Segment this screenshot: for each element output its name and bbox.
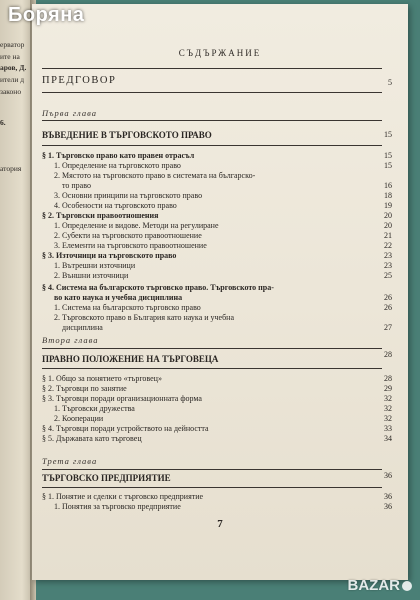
toc-page: 18: [384, 191, 392, 200]
toc-page: 32: [384, 394, 392, 403]
toc-entry: § 3. Източници на търговското право: [42, 251, 177, 260]
toc-page: 26: [384, 303, 392, 312]
toc-entry: § 2. Търговски правоотношения: [42, 211, 159, 220]
left-page-fragment: ерватор: [0, 40, 25, 49]
toc-entry: 1. Определение и видове. Методи на регулиране: [54, 221, 219, 230]
left-page-fragment: ите на: [0, 52, 20, 61]
toc-page: 15: [384, 151, 392, 160]
toc-entry: § 3. Търговци поради организационната форма: [42, 394, 202, 403]
toc-entry: § 5. Държавата като търговец: [42, 434, 142, 443]
toc-entry: 2. Външни източници: [54, 271, 129, 280]
divider: [42, 92, 382, 93]
toc-entry: § 2. Търговци по занятие: [42, 384, 127, 393]
toc-entry: 2. Мястото на търговското право в системата на българско-: [54, 171, 256, 180]
seller-watermark: Боряна: [8, 4, 85, 26]
toc-entry: дисциплина: [62, 323, 103, 332]
toc-page: 23: [384, 261, 392, 270]
divider: [42, 469, 382, 470]
logo-dot-icon: [402, 581, 412, 591]
toc-entry: 4. Особености на търговското право: [54, 201, 177, 210]
divider: [42, 487, 382, 488]
toc-page: 16: [384, 181, 392, 190]
toc-page: 20: [384, 221, 392, 230]
toc-page: 22: [384, 241, 392, 250]
chapter-label: Първа глава: [42, 108, 97, 118]
contents-page: [32, 4, 408, 580]
chapter-title: ПРАВНО ПОЛОЖЕНИЕ НА ТЪРГОВЕЦА: [42, 354, 219, 364]
divider: [42, 145, 382, 146]
chapter-page: 15: [384, 130, 392, 139]
chapter-title: ВЪВЕДЕНИЕ В ТЪРГОВСКОТО ПРАВО: [42, 130, 212, 140]
chapter-label: Трета глава: [42, 456, 98, 466]
chapter-page: 28: [384, 350, 392, 359]
toc-entry: 1. Определение на търговското право: [54, 161, 181, 170]
left-page-fragment: атория: [0, 164, 22, 173]
toc-page: 32: [384, 414, 392, 423]
chapter-label: Втора глава: [42, 335, 99, 345]
toc-entry: § 4. Система на българското търговско право. Търговското пра-: [42, 283, 274, 292]
chapter-page: 36: [384, 471, 392, 480]
left-page-edge: [0, 0, 34, 600]
toc-entry: 2. Субекти на търговското правоотношение: [54, 231, 202, 240]
toc-entry: 2. Търговското право в България като наука и учебна: [54, 313, 234, 322]
toc-entry: 1. Търговски дружества: [54, 404, 135, 413]
toc-entry: то право: [62, 181, 91, 190]
left-page-fragment: 6.: [0, 118, 6, 127]
page-title: СЪДЪРЖАНИЕ: [178, 48, 262, 58]
left-page-fragment: ители д: [0, 75, 25, 84]
toc-entry: 1. Вътрешни източници: [54, 261, 136, 270]
toc-entry: 2. Кооперации: [54, 414, 104, 423]
toc-page: 25: [384, 271, 392, 280]
toc-entry: 1. Система на българското търговско право: [54, 303, 201, 312]
toc-entry: § 1. Общо за понятието «търговец»: [42, 374, 162, 383]
toc-page: 23: [384, 251, 392, 260]
left-page-fragment: аров, Д.: [0, 63, 27, 72]
left-page-fragment: законо: [0, 87, 22, 96]
divider: [42, 368, 382, 369]
toc-page: 36: [384, 502, 392, 511]
toc-page: 21: [384, 231, 392, 240]
toc-entry: 3. Елементи на търговското правоотношение: [54, 241, 207, 250]
toc-entry: § 1. Търговско право като правен отрасъл: [42, 151, 195, 160]
divider: [42, 68, 382, 69]
divider: [42, 348, 382, 349]
toc-page: 29: [384, 384, 392, 393]
toc-page: 36: [384, 492, 392, 501]
toc-page: 34: [384, 434, 392, 443]
bazar-logo: [348, 577, 413, 594]
toc-page: 27: [384, 323, 392, 332]
toc-entry: 1. Понятия за търговско предприятие: [54, 502, 181, 511]
toc-page: 20: [384, 211, 392, 220]
preface-label: ПРЕДГОВОР: [42, 75, 117, 86]
toc-page: 26: [384, 293, 392, 302]
page-number: 7: [217, 518, 223, 530]
toc-page: 19: [384, 201, 392, 210]
toc-page: 32: [384, 404, 392, 413]
toc-page: 28: [384, 374, 392, 383]
divider: [42, 120, 382, 121]
toc-page: 33: [384, 424, 392, 433]
preface-page: 5: [388, 78, 392, 87]
chapter-title: ТЪРГОВСКО ПРЕДПРИЯТИЕ: [42, 473, 171, 483]
toc-entry: § 4. Търговци поради устройството на дейността: [42, 424, 209, 433]
toc-entry: во като наука и учебна дисциплина: [54, 293, 183, 302]
toc-page: 15: [384, 161, 392, 170]
toc-entry: 3. Основни принципи на търговското право: [54, 191, 203, 200]
toc-entry: § 1. Понятие и сделки с търговско предприятие: [42, 492, 204, 501]
logo-text: BAZAR: [347, 577, 400, 594]
